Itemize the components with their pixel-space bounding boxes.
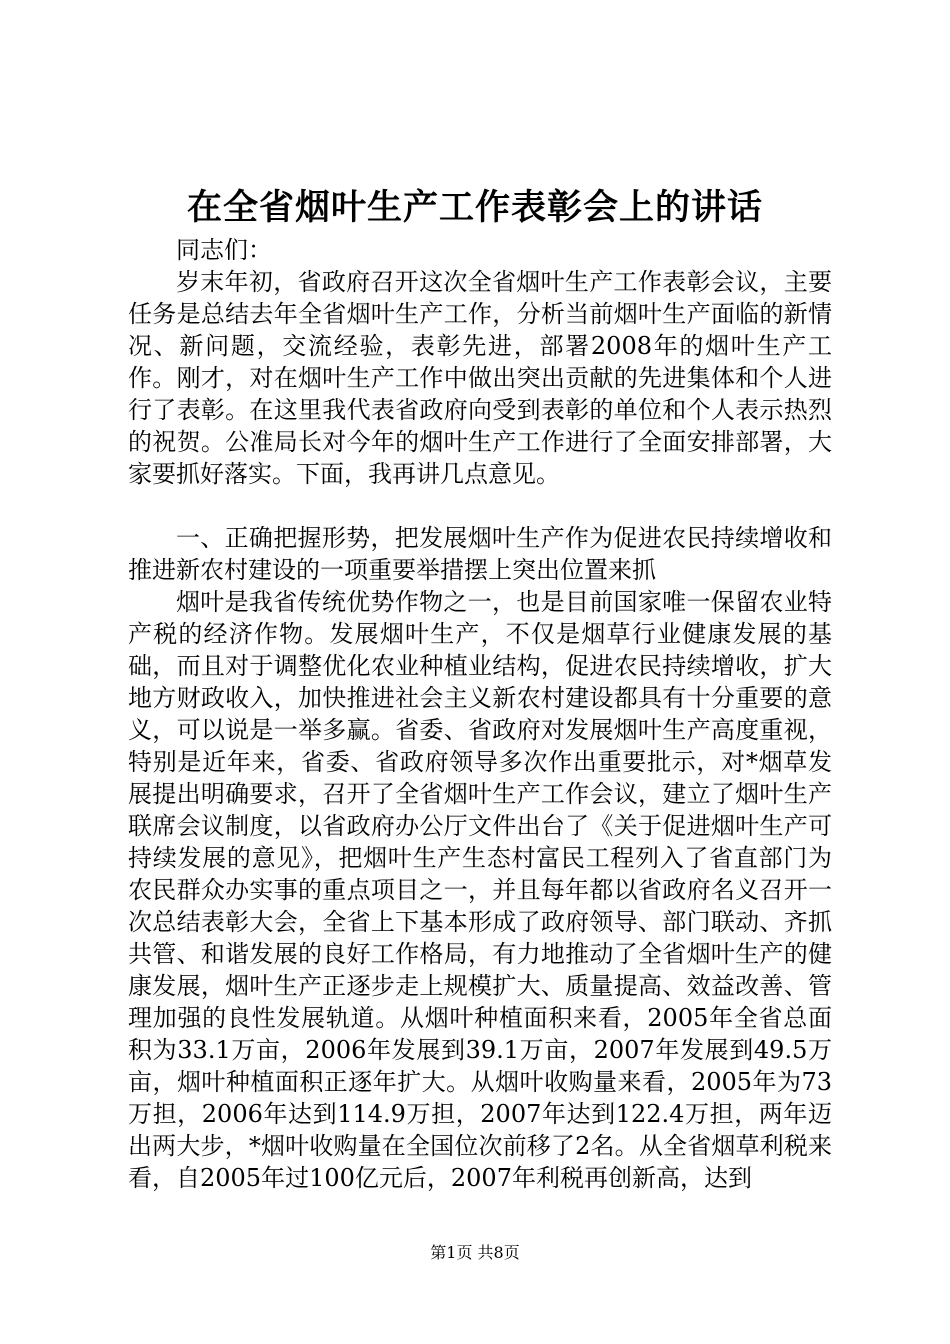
page-number-footer: 第1页 共8页 <box>430 1243 520 1262</box>
section-heading-one: 一、正确把握形势，把发展烟叶生产作为促进农民持续增收和推进新农村建设的一项重要举措摆上突出位置来抓 <box>128 524 832 584</box>
paragraph-intro: 岁末年初，省政府召开这次全省烟叶生产工作表彰会议，主要任务是总结去年全省烟叶生产工作，分析当前烟叶生产面临的新情况、新问题，交流经验，表彰先进，部署2008年的烟叶生产工作。刚才，对在烟叶生产工作中做出突出贡献的先进集体和个人进行了表彰。在这里我代表省政府向受到表彰的单位和个人表示热烈的祝贺。公准局长对今年的烟叶生产工作进行了全面安排部署，大家要抓好落实。下面，我再讲几点意见。 <box>128 268 832 488</box>
paragraph-body: 烟叶是我省传统优势作物之一，也是目前国家唯一保留农业特产税的经济作物。发展烟叶生产，不仅是烟草行业健康发展的基础，而且对于调整优化农业种植业结构，促进农民持续增收，扩大地方财政收入，加快推进社会主义新农村建设都具有十分重要的意义，可以说是一举多赢。省委、省政府对发展烟叶生产高度重视，特别是近年来，省委、省政府领导多次作出重要批示，对*烟草发展提出明确要求，召开了全省烟叶生产工作会议，建立了烟叶生产联席会议制度，以省政府办公厅文件出台了《关于促进烟叶生产可持续发展的意见》，把烟叶生产生态村富民工程列入了省直部门为农民群众办实事的重点项目之一，并且每年都以省政府名义召开一次总结表彰大会，全省上下基本形成了政府领导、部门联动、齐抓共管、和谐发展的良好工作格局，有力地推动了全省烟叶生产的健康发展，烟叶生产正逐步走上规模扩大、质量提高、效益改善、管理加强的良性发展轨道。从烟叶种植面积来看，2005年全省总面积为33.1万亩，2006年发展到39.1万亩，2007年发展到49.5万亩，烟叶种植面积正逐年扩大。从烟叶收购量来看，2005年为73万担，2006年达到114.9万担，2007年达到122.4万担，两年迈出两大步，*烟叶收购量在全国位次前移了2名。从全省烟草利税来看，自2005年过100亿元后，2007年利税再创新高，达到 <box>128 588 832 1192</box>
salutation: 同志们： <box>176 236 272 264</box>
paragraph-gap <box>128 490 832 522</box>
document-body <box>128 234 832 1194</box>
document-title: 在全省烟叶生产工作表彰会上的讲话 <box>186 187 763 228</box>
